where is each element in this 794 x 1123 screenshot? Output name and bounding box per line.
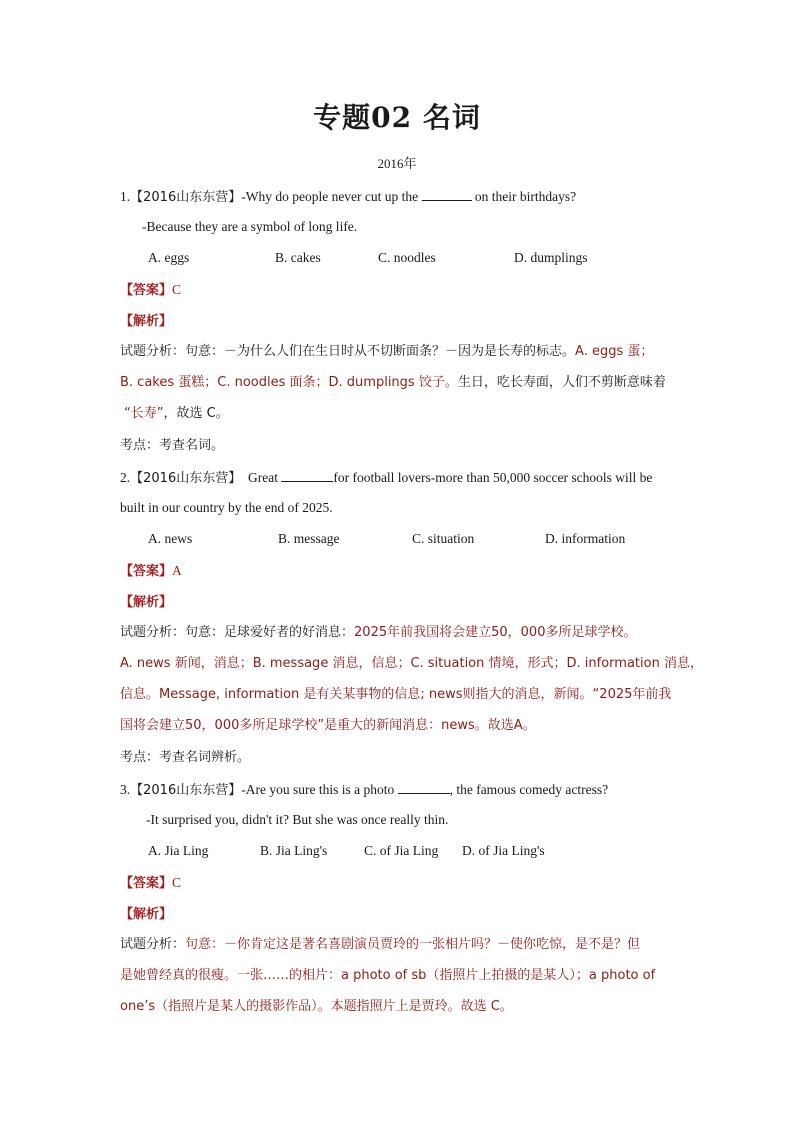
analysis-line: “长寿”，故选 C。	[124, 406, 229, 421]
question-source-tag: 【2016山东东营】	[130, 783, 242, 798]
stem-text: -Are you sure this is a photo	[241, 782, 398, 797]
option-b: B. Jia Ling's	[260, 843, 328, 858]
answer-blank	[398, 780, 450, 794]
analysis-line: A. news 新闻，消息；B. message 消息，信息；C. situation 情境，形式；D. information 消息，	[120, 656, 703, 671]
analysis-line: 信息。Message, information 是有关某事物的信息; news则指大的消息，新闻。“2025年前我	[120, 687, 672, 702]
option-c: C. situation	[412, 531, 475, 546]
option-b: B. cakes	[275, 250, 321, 265]
question-1-stem	[120, 187, 576, 207]
option-a: A. news	[148, 531, 193, 546]
option-c: C. noodles	[378, 250, 436, 265]
analysis-line: 是她曾经真的很瘦。一张……的相片：a photo of sb（指照片上拍摄的是某人）；a photo of	[120, 968, 656, 983]
stem-text: Great	[247, 470, 282, 485]
answer-value: C	[172, 875, 182, 890]
answer-blank	[422, 187, 472, 201]
option-d: D. of Jia Ling's	[462, 843, 545, 858]
answer-value: C	[172, 282, 182, 297]
option-b: B. message	[278, 531, 340, 546]
question-source-tag: 【2016山东东营】	[130, 471, 242, 486]
question-number: 3.	[120, 782, 131, 797]
option-d: D. dumplings	[514, 250, 588, 265]
question-1-reply: -Because they are a symbol of long life.	[142, 219, 358, 234]
option-c: C. of Jia Ling	[364, 843, 439, 858]
option-a: A. eggs	[148, 250, 190, 265]
analysis-line: B. cakes 蛋糕；C. noodles 面条；D. dumplings 饺子。生日，吃长寿面，人们不剪断意味着	[120, 375, 666, 390]
stem-text: on their birthdays?	[471, 189, 577, 204]
stem-text: for football lovers-more than 50,000 soccer schools will be	[333, 470, 653, 485]
answer-tag: 【答案】	[120, 876, 173, 891]
analysis-line: 试题分析：句意：足球爱好者的好消息：2025年前我国将会建立50，000多所足球学校。	[120, 625, 637, 640]
stem-text: , the famous comedy actress?	[449, 782, 609, 797]
knowledge-point: 考点：考查名词辨析。	[120, 750, 251, 765]
analysis-tag: 【解析】	[120, 907, 173, 922]
question-source-tag: 【2016山东东营】	[130, 190, 242, 205]
analysis-line: 试题分析：句意：－为什么人们在生日时从不切断面条？－因为是长寿的标志。A. eggs 蛋；	[120, 344, 654, 359]
answer-tag: 【答案】	[120, 283, 173, 298]
answer-value: A	[172, 563, 182, 578]
answer-blank	[281, 468, 333, 482]
analysis-tag: 【解析】	[120, 314, 173, 329]
question-number: 1.	[120, 189, 131, 204]
analysis-tag: 【解析】	[120, 595, 173, 610]
stem-text: -Why do people never cut up the	[241, 189, 422, 204]
knowledge-point: 考点：考查名词。	[120, 438, 225, 453]
question-3-reply: -It surprised you, didn't it? But she was once really thin.	[146, 812, 449, 827]
analysis-line: one’s（指照片是某人的摄影作品）。本题指照片上是贾玲。故选 C。	[120, 999, 513, 1014]
question-2-stem	[120, 468, 652, 488]
answer-line	[120, 874, 181, 893]
answer-tag: 【答案】	[120, 564, 173, 579]
option-a: A. Jia Ling	[148, 843, 209, 858]
analysis-line: 国将会建立50，000多所足球学校”是重大的新闻消息：news。故选A。	[120, 718, 536, 733]
option-d: D. information	[545, 531, 626, 546]
answer-line	[120, 281, 181, 300]
question-2-stem-line2: built in our country by the end of 2025.	[120, 500, 333, 515]
analysis-line: 试题分析：句意：－你肯定这是著名喜剧演员贾玲的一张相片吗？－使你吃惊，是不是？但	[120, 937, 641, 952]
section-year: 2016年	[377, 156, 417, 171]
answer-line	[120, 562, 182, 581]
question-3-stem	[120, 780, 608, 800]
question-number: 2.	[120, 470, 131, 485]
page-title: 专题02 名词	[313, 101, 481, 134]
